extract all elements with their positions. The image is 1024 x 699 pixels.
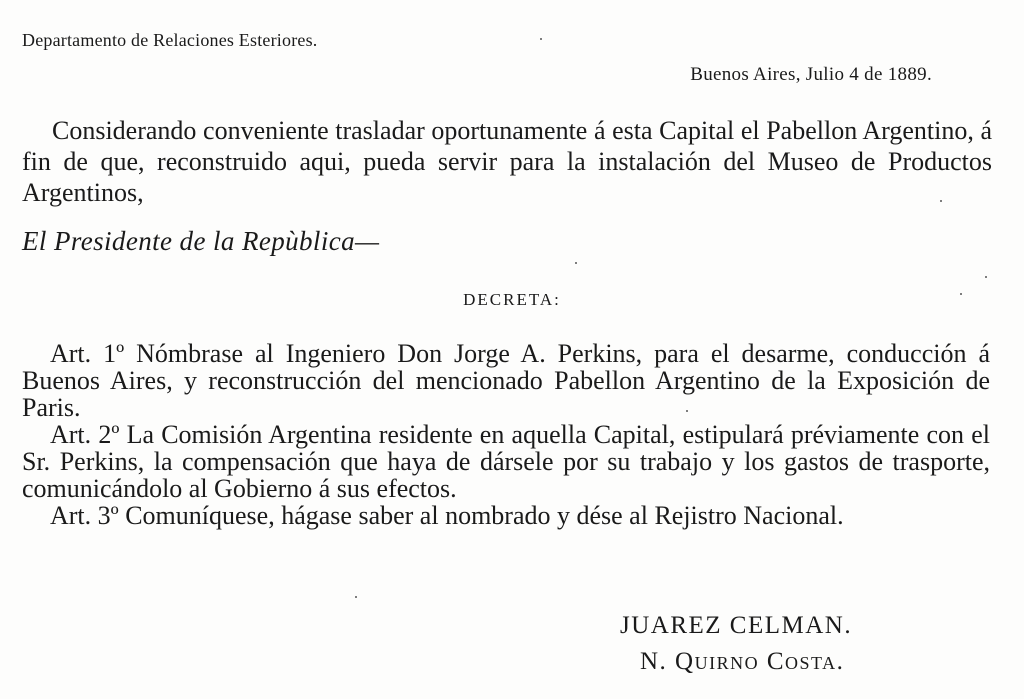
department-heading: Departamento de Relaciones Esteriores. [22, 30, 318, 50]
preamble-paragraph [22, 115, 992, 208]
scan-speck [575, 262, 577, 264]
president-line: El Presidente de la Repùblica— [22, 226, 380, 256]
preamble-text: Considerando conveniente trasladar oportunamente á esta Capital el Pabellon Argentino, á fin de que, reconstruido aqui, pueda servir para la instalación del Museo de Productos Argentinos, [22, 116, 992, 207]
article-2: Art. 2º La Comisión Argentina residente en aquella Capital, estipulará préviamente con el Sr. Perkins, la compensación que haya de dársele por su trabajo y los gastos de trasporte, comunicándolo al Gobierno á sus efectos. [22, 420, 990, 503]
signature-block [620, 612, 950, 676]
signature-minister: N. Quirno Costa. [640, 648, 845, 675]
scan-speck [540, 38, 542, 40]
decree-heading: DECRETA: [463, 290, 561, 309]
scan-speck [985, 276, 987, 278]
articles-section [22, 340, 990, 529]
article-1: Art. 1º Nómbrase al Ingeniero Don Jorge A. Perkins, para el desarme, conducción á Buenos Aires, y reconstrucción del mencionado Pabellon Argentino de la Exposición de Paris. [22, 339, 990, 422]
scan-speck [960, 293, 962, 295]
article-3: Art. 3º Comuníquese, hágase saber al nombrado y dése al Rejistro Nacional. [50, 501, 844, 530]
scan-speck [355, 596, 357, 598]
scan-speck [940, 200, 942, 202]
signature-president: JUAREZ CELMAN. [620, 612, 853, 639]
scan-speck [686, 410, 688, 412]
date-line: Buenos Aires, Julio 4 de 1889. [690, 64, 932, 85]
